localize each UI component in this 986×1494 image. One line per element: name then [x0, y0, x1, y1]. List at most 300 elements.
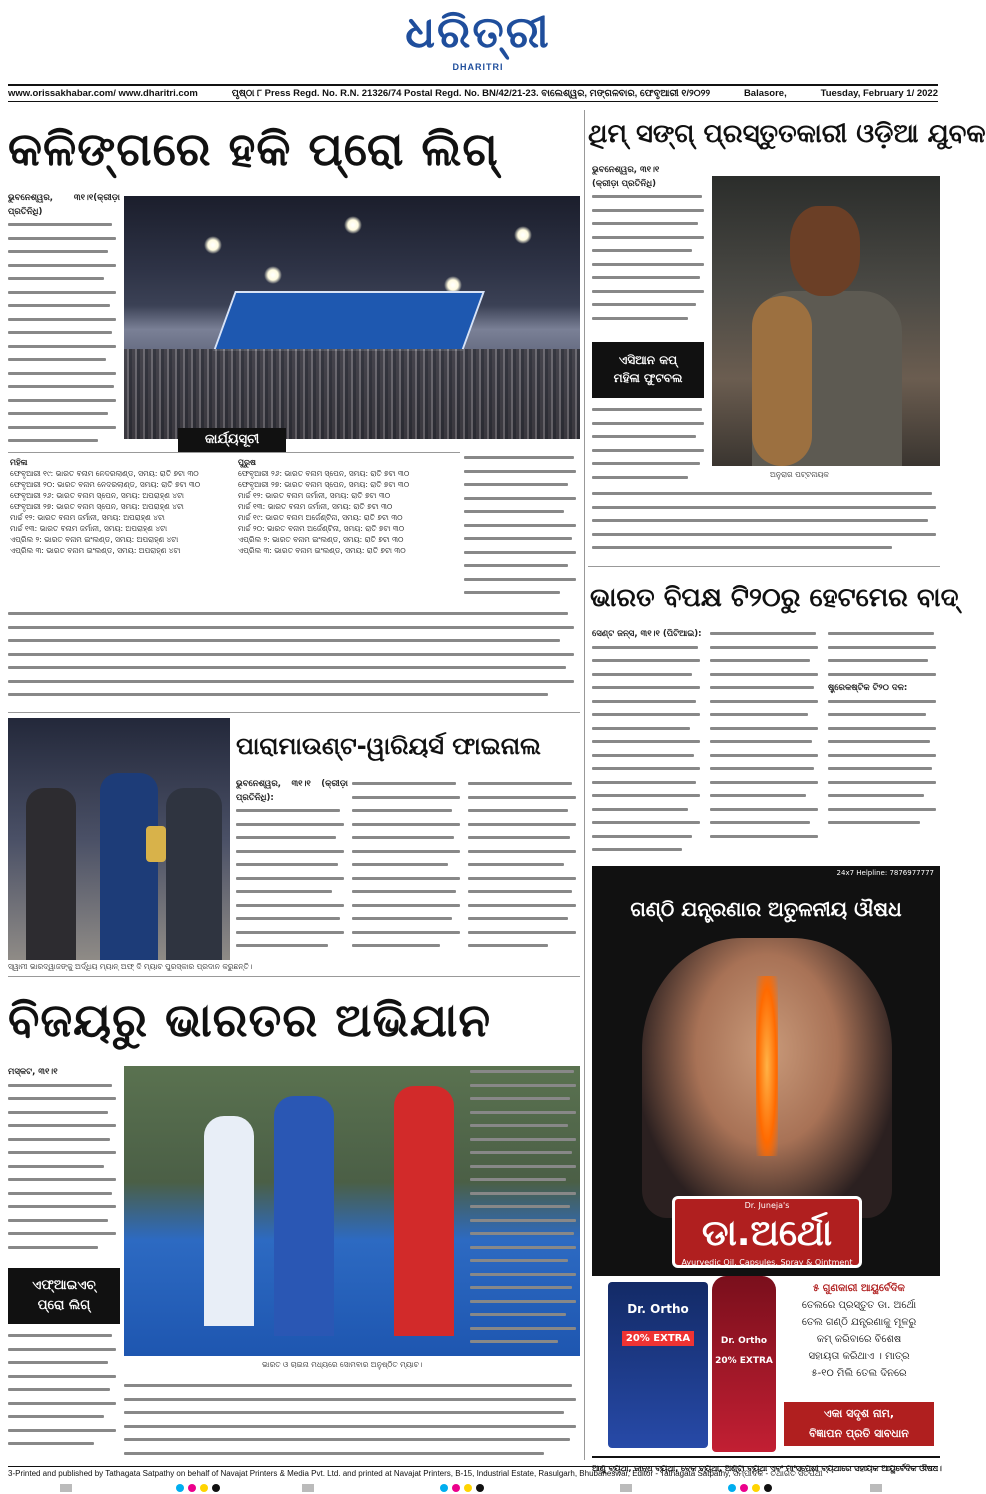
text-line [592, 404, 708, 418]
guitar [752, 296, 812, 466]
registration-bar [620, 1484, 632, 1492]
text-line [468, 832, 580, 846]
text-line [8, 300, 120, 314]
registration-dot-yellow [200, 1484, 208, 1492]
text-line [8, 1107, 120, 1121]
info-bar [8, 84, 938, 102]
text-line [8, 246, 120, 260]
logo-title: ଧରିତ୍ରୀ [405, 7, 551, 58]
text-line [710, 696, 822, 710]
schedule-men [238, 457, 460, 556]
text-line [592, 696, 704, 710]
article-hockey-bottom [8, 608, 580, 708]
text-line [124, 1407, 580, 1421]
text-line [828, 763, 940, 777]
text-line [710, 777, 822, 791]
text-line [592, 232, 708, 246]
text-line [352, 859, 464, 873]
article-theme-dateline: ଭୁବନେଶ୍ୱର, ୩୧।୧ [592, 165, 660, 175]
text-line [8, 1188, 120, 1202]
text-line [464, 587, 580, 601]
text-line [470, 1147, 580, 1161]
text-line [592, 682, 704, 696]
ad-brand-name: ଡା.ଅର୍ଥୋ [701, 1213, 833, 1254]
text-line [124, 1448, 580, 1462]
text-line [8, 1371, 120, 1385]
schedule-row: ମାର୍ଚ୍ଚ ୧୨: ଭାରତ ବନାମ ଜର୍ମାନୀ, ସମୟ: ରାତି ୭ଟା ୩୦ [238, 491, 391, 500]
article-vijay-dateline: ମସ୍କଟ, ୩୧।୧ [8, 1067, 58, 1077]
text-line [592, 299, 708, 313]
text-line [464, 466, 580, 480]
article-vijay-right [470, 1066, 580, 1356]
text-line [8, 1093, 120, 1107]
text-line [8, 408, 120, 422]
floodlight [264, 266, 282, 284]
text-line [710, 736, 822, 750]
text-line [236, 886, 348, 900]
registration-dot-cyan [176, 1484, 184, 1492]
text-line [464, 574, 580, 588]
text-line [592, 502, 940, 516]
print-registration-marks [0, 1482, 945, 1494]
text-line [592, 286, 708, 300]
registration-dot-cyan [440, 1484, 448, 1492]
schedule-row: ଫେବୃଆରୀ ୨୦: ଭାରତ ବନାମ ନେଦରଲାଣ୍ଡ, ସମୟ: ରାତି ୭ଟା ୩୦ [10, 480, 201, 489]
ad-copy [784, 1280, 934, 1382]
text-line [8, 608, 580, 622]
text-line [8, 1357, 120, 1371]
text-line [8, 1330, 120, 1344]
ad-helpline: 24x7 Helpline: 7876977777 [836, 869, 934, 877]
text-line [8, 1228, 120, 1242]
ad-cta-box [784, 1402, 934, 1446]
registration-dot-black [764, 1484, 772, 1492]
article-hetmyer-squad-label: ଷ୍ଟ୍ରେକଷ୍ଟିକ ଟି୨୦ ଦଳ: [828, 683, 908, 693]
schedule-row: ଏପ୍ରିଲ ୩: ଭାରତ ବନାମ ଇଂଲଣ୍ଡ, ସମୟ: ଅପରାହ୍ଣ ୪ଟା [10, 546, 181, 555]
product-bottle-name: Dr. Ortho [720, 1336, 768, 1346]
text-line [352, 778, 464, 792]
text-line [8, 327, 120, 341]
text-line [710, 669, 822, 683]
text-line [8, 1161, 120, 1175]
text-line [592, 259, 708, 273]
article-vijay-col1 [8, 1066, 120, 1266]
text-line [8, 1080, 120, 1094]
headline-paramount-warriors-final[interactable]: ପାରାମାଉଣ୍ଟ-ୱାରିୟର୍ସ ଫାଇନାଲ [236, 732, 541, 760]
badge-fih-line2: ପ୍ରୋ ଲିଗ୍ [37, 1298, 91, 1313]
text-line [710, 750, 822, 764]
text-line [124, 1394, 580, 1408]
text-line [8, 435, 120, 449]
registration-dot-black [212, 1484, 220, 1492]
text-line [592, 515, 940, 529]
text-line [710, 655, 822, 669]
text-line [710, 723, 822, 737]
article-hetmyer-col2 [710, 628, 822, 858]
text-line [8, 1438, 120, 1452]
badge-fih-pro-league [8, 1268, 120, 1324]
text-line [592, 709, 704, 723]
schedule-row: ମାର୍ଚ୍ଚ ୧୩: ଭାରତ ବନାମ ଜର୍ମାନୀ, ସମୟ: ରାତି ୭ଟା ୩୦ [238, 502, 393, 511]
text-line [470, 1120, 580, 1134]
text-line [592, 844, 704, 858]
text-line [592, 723, 704, 737]
text-line [592, 804, 704, 818]
schedule-row: ଏପ୍ରିଲ ୨: ଭାରତ ବନାମ ଇଂଲଣ୍ଡ, ସମୟ: ଅପରାହ୍ଣ ୪ଟା [10, 535, 179, 544]
person [100, 773, 158, 960]
divider [8, 976, 580, 977]
text-line [468, 805, 580, 819]
text-line [592, 817, 704, 831]
text-line [592, 418, 708, 432]
registration-dot-yellow [464, 1484, 472, 1492]
text-line [8, 273, 120, 287]
ad-copy-line: ତେଲରେ ପ୍ରସ୍ତୁତ ଡା. ଅର୍ଥୋ [801, 1300, 917, 1311]
schedule-row: ଫେବୃଆରୀ ୧୯: ଭାରତ ବନାମ ନେଦରଲାଣ୍ଡ, ସମୟ: ରାତି ୭ଟା ୩୦ [10, 469, 199, 478]
text-line [236, 873, 348, 887]
text-line [592, 790, 704, 804]
text-line [710, 790, 822, 804]
article-hetmyer-col3 [828, 628, 940, 858]
badge-asian-cup [592, 342, 704, 398]
schedule-row: ଏପ୍ରିଲ ୨: ଭାରତ ବନାମ ଇଂଲଣ୍ଡ, ସମୟ: ରାତି ୭ଟା ୩୦ [238, 535, 404, 544]
photo-caption-award: ସ୍ୱାମୀ ଭାରଦ୍ୱାଜଙ୍କୁ ଅର୍ଦ୍ଧିୟ ମ୍ୟାନ୍ ଅଫ୍ ଦି ମ୍ୟାଚ ପୁରସ୍କାର ପ୍ରଦାନ କରୁଛନ୍ତି। [8, 962, 253, 971]
text-line [464, 479, 580, 493]
photo-award-ceremony[interactable] [8, 718, 230, 960]
text-line [8, 1242, 120, 1256]
website-link[interactable]: www.orissakhabar.com/ www.dharitri.com [8, 88, 198, 99]
schedule-row: ଫେବୃଆରୀ ୨୬: ଭାରତ ବନାମ ସ୍ପେନ, ସମୟ: ରାତି ୭ଟା ୩୦ [238, 469, 410, 478]
text-line [592, 529, 940, 543]
text-line [464, 533, 580, 547]
text-line [592, 245, 708, 259]
text-line [8, 341, 120, 355]
text-line [468, 913, 580, 927]
text-line [592, 458, 708, 472]
text-line [8, 314, 120, 328]
article-theme-byline: (କ୍ରୀଡ଼ା ପ୍ରତିନିଧି) [592, 178, 657, 189]
ad-copy-line: ସହାୟତା କରିଥାଏ । ମାତ୍ର [808, 1351, 910, 1362]
text-line [468, 940, 580, 954]
ad-cta-line2: ବିଜ୍ଞାପନ ପ୍ରତି ସାବଧାନ [809, 1427, 909, 1440]
schedule-row: ମାର୍ଚ୍ଚ ୧୨: ଭାରତ ବନାମ ଜର୍ମାନୀ, ସମୟ: ଅପରାହ୍ଣ ୪ଟା [10, 513, 165, 522]
article-final-col3 [468, 778, 580, 966]
article-theme-body [592, 164, 708, 344]
registration-bar [870, 1484, 882, 1492]
floodlight [204, 236, 222, 254]
text-line [710, 804, 822, 818]
text-line [8, 1201, 120, 1215]
text-line [8, 662, 580, 676]
text-line [828, 817, 940, 831]
text-line [470, 1174, 580, 1188]
schedule-row: ଫେବୃଆରୀ ୨୬: ଭାରତ ବନାମ ସ୍ପେନ, ସମୟ: ଅପରାହ୍ଣ ୪ଟା [10, 491, 184, 500]
text-line [710, 763, 822, 777]
ad-brand-subtitle: Ayurvedic Oil, Capsules, Spray & Ointment [681, 1258, 853, 1267]
text-line [352, 805, 464, 819]
text-line [352, 940, 464, 954]
product-bottle [712, 1276, 776, 1452]
text-line [464, 452, 580, 466]
logo-subtitle: DHARITRI [452, 62, 504, 72]
text-line [592, 218, 708, 232]
crowd [124, 349, 580, 439]
photo-caption-match: ଭାରତ ଓ ଚାଇନା ମଧ୍ୟରେ ସୋମବାର ଅନୁଷ୍ଠିତ ମ୍ୟାଚ। [262, 1360, 423, 1369]
text-line [8, 260, 120, 274]
text-line [352, 927, 464, 941]
article-theme-bottom [592, 488, 940, 560]
text-line [8, 635, 580, 649]
text-line [8, 1384, 120, 1398]
schedule-row: ଏପ୍ରିଲ ୩: ଭାରତ ବନାମ ଇଂଲଣ୍ଡ, ସମୟ: ରାତି ୭ଟା ୩୦ [238, 546, 406, 555]
article-hetmyer-dateline: ସେଣ୍ଟ ଜନ୍ସ, ୩୧।୧ (ପିଟିଆଇ): [592, 629, 702, 639]
text-line [470, 1161, 580, 1175]
text-line [710, 628, 822, 642]
schedule-row: ଫେବୃଆରୀ ୨୭: ଭାରତ ବନାମ ସ୍ପେନ, ସମୟ: ଅପରାହ୍ଣ ୪ଟା [10, 502, 184, 511]
text-line [710, 709, 822, 723]
hockey-pitch [213, 291, 485, 351]
text-line [8, 1215, 120, 1229]
text-line [828, 750, 940, 764]
text-line [8, 1425, 120, 1439]
text-line [828, 723, 940, 737]
text-line [592, 205, 708, 219]
schedule-row: ମାର୍ଚ୍ଚ ୨୦: ଭାରତ ବନାମ ଅର୍ଜେଣ୍ଟିନା, ସମୟ: ରାତି ୭ଟା ୩୦ [238, 524, 405, 533]
text-line [124, 1380, 580, 1394]
text-line [236, 846, 348, 860]
text-line [828, 669, 940, 683]
person [26, 788, 76, 960]
text-line [710, 682, 822, 696]
text-line [8, 1411, 120, 1425]
text-line [8, 368, 120, 382]
text-line [352, 873, 464, 887]
ad-headline: ଗଣ୍ଠି ଯନ୍ତ୍ରଣାର ଅତୁଳନୀୟ ଔଷଧ [630, 897, 902, 921]
text-line [8, 689, 580, 703]
text-line [8, 381, 120, 395]
text-line [464, 520, 580, 534]
text-line [470, 1066, 580, 1080]
text-line [464, 547, 580, 561]
text-line [8, 1134, 120, 1148]
article-final-col2 [352, 778, 464, 966]
schedule-men-title: ପୁରୁଷ [238, 458, 256, 467]
person-face [790, 206, 860, 296]
text-line [468, 873, 580, 887]
text-line [828, 696, 940, 710]
text-line [468, 927, 580, 941]
text-line [710, 817, 822, 831]
text-line [470, 1228, 580, 1242]
text-line [468, 778, 580, 792]
spine-pain-icon [756, 976, 778, 1156]
text-line [352, 900, 464, 914]
registration-dot-black [476, 1484, 484, 1492]
text-line [710, 642, 822, 656]
text-line [470, 1309, 580, 1323]
headline-vijayru-bharatar-abhiyan[interactable]: ବିଜୟରୁ ଭାରତର ଅଭିଯାନ [8, 993, 492, 1047]
badge-schedule: କାର୍ଯ୍ୟସୂଚୀ [178, 428, 286, 452]
article-vijay-col1-continued [8, 1330, 120, 1460]
divider [8, 712, 580, 713]
text-line [8, 233, 120, 247]
ad-cta-line1: ଏକା ସଦୃଶ ନାମ, [823, 1407, 895, 1420]
text-line [470, 1188, 580, 1202]
article-vijay-bottom [124, 1380, 580, 1462]
text-line [352, 792, 464, 806]
text-line [592, 488, 940, 502]
newspaper-logo[interactable] [378, 4, 578, 80]
text-line [468, 886, 580, 900]
text-line [464, 493, 580, 507]
text-line [470, 1080, 580, 1094]
headline-hockey-pro-league[interactable]: କଳିଙ୍ଗରେ ହକି ପ୍ରୋ ଲିଗ୍ [8, 122, 499, 176]
schedule-table [8, 452, 460, 602]
advertisement-dr-ortho[interactable] [592, 866, 940, 1480]
divider [588, 566, 940, 567]
product-box [608, 1282, 708, 1448]
text-line [8, 622, 580, 636]
article-final-dateline: ଭୁବନେଶ୍ୱର, ୩୧।୧ (କ୍ରୀଡ଼ା ପ୍ରତିନିଧି): [236, 779, 348, 803]
text-line [592, 831, 704, 845]
text-line [236, 805, 348, 819]
schedule-women-title: ମହିଳା [10, 458, 28, 467]
text-line [470, 1093, 580, 1107]
text-line [236, 913, 348, 927]
product-box-tag: 20% EXTRA [622, 1331, 694, 1346]
text-line [236, 859, 348, 873]
text-line [592, 431, 708, 445]
text-line [468, 900, 580, 914]
schedule-row: ଫେବୃଆରୀ ୨୭: ଭାରତ ବନାମ ସ୍ପେନ, ସମୟ: ରାତି ୭ଟା ୩୦ [238, 480, 410, 489]
text-line [464, 560, 580, 574]
headline-theme-song[interactable]: ଥିମ୍ ସଙ୍ଗ୍ ପ୍ରସ୍ତୁତକାରୀ ଓଡ଼ିଆ ଯୁବକ [588, 119, 986, 149]
photo-kalinga-stadium[interactable] [124, 196, 580, 439]
text-line [468, 792, 580, 806]
ad-brand-maker: Dr. Juneja's [744, 1201, 790, 1210]
schedule-row: ମାର୍ଚ୍ଚ ୧୯: ଭାରତ ବନାମ ଅର୍ଜେଣ୍ଟିନା, ସମୟ: ରାତି ୭ଟା ୩୦ [238, 513, 403, 522]
text-line [8, 395, 120, 409]
text-line [592, 777, 704, 791]
text-line [592, 313, 708, 327]
text-line [8, 354, 120, 368]
text-line [592, 542, 940, 556]
ad-copy-line: ତେଲ ଗଣ୍ଠି ଯନ୍ତ୍ରଣାକୁ ମୂଳରୁ [801, 1317, 917, 1328]
badge-asian-cup-line2: ମହିଳା ଫୁଟବଲ [613, 371, 683, 385]
text-line [470, 1242, 580, 1256]
text-line [828, 628, 940, 642]
text-line [124, 1421, 580, 1435]
page-footer-imprint: 3-Printed and published by Tathagata Satpathy on behalf of Navajat Printers & Media Pvt. Ltd. and printed at Navajat Printers, B-15, Industrial Estate, Rasulgarh, Bhubaneswar, Editor - Tathagata Satpathy, ସମ୍ପାଦକ - ତଥାଗତ ସତପଥୀ [8, 1466, 938, 1480]
text-line [828, 736, 940, 750]
article-hockey-dateline: ଭୁବନେଶ୍ୱର, ୩୧।୧(କ୍ରୀଡ଼ା ପ୍ରତିନିଧି) [8, 193, 120, 217]
registration-bar [60, 1484, 72, 1492]
floodlight [514, 226, 532, 244]
text-line [592, 191, 708, 205]
registration-info: ପୃଷ୍ଠା ୮ Press Regd. No. R.N. 21326/74 Postal Regd. No. BN/42/21-23. ବାଲେଶ୍ୱର, ମଙ୍ଗଳବାର, ଫେବୃଆରୀ ୧/୨୦୨୨ [231, 88, 711, 99]
text-line [470, 1269, 580, 1283]
text-line [468, 819, 580, 833]
player [204, 1116, 254, 1326]
photo-anurag-pattnaik[interactable] [712, 176, 940, 466]
text-line [828, 777, 940, 791]
registration-dot-magenta [740, 1484, 748, 1492]
text-line [124, 1434, 580, 1448]
masthead [0, 0, 945, 84]
text-line [592, 642, 704, 656]
text-line [592, 272, 708, 286]
product-box-name: Dr. Ortho [627, 1302, 689, 1316]
ad-product-panel [592, 1276, 940, 1456]
text-line [8, 1147, 120, 1161]
column-divider [584, 110, 585, 1460]
text-line [470, 1201, 580, 1215]
text-line [592, 669, 704, 683]
text-line [236, 819, 348, 833]
article-hockey-continued [464, 452, 580, 604]
registration-dot-yellow [752, 1484, 760, 1492]
text-line [8, 1398, 120, 1412]
text-line [828, 709, 940, 723]
text-line [236, 927, 348, 941]
schedule-women [10, 457, 232, 556]
player [394, 1086, 454, 1336]
badge-asian-cup-line1: ଏସିଆନ କପ୍ [618, 353, 678, 367]
text-line [8, 649, 580, 663]
registration-dot-cyan [728, 1484, 736, 1492]
edition-city: Balasore, [743, 88, 787, 99]
text-line [592, 736, 704, 750]
ad-copy-line: ୫-୧୦ ମିଲି ତେଲ ଦିନରେ [811, 1368, 907, 1379]
player [274, 1096, 334, 1336]
text-line [592, 445, 708, 459]
badge-fih-line1: ଏଫ୍ଆଇଏଚ୍ [32, 1278, 96, 1293]
text-line [8, 422, 120, 436]
headline-hetmyer[interactable]: ଭାରତ ବିପକ୍ଷ ଟି୨୦ରୁ ହେଟମେର ବାଦ୍ [590, 583, 959, 613]
product-bottle-tag: 20% EXTRA [715, 1356, 773, 1366]
text-line [828, 642, 940, 656]
schedule-row: ମାର୍ଚ୍ଚ ୧୩: ଭାରତ ବନାମ ଜର୍ମାନୀ, ସମୟ: ଅପରାହ୍ଣ ୪ଟା [10, 524, 168, 533]
text-line [8, 287, 120, 301]
text-line [236, 900, 348, 914]
article-theme-continued [592, 404, 708, 486]
registration-dot-magenta [188, 1484, 196, 1492]
text-line [828, 655, 940, 669]
text-line [8, 219, 120, 233]
registration-dot-magenta [452, 1484, 460, 1492]
article-final-col1 [236, 778, 348, 966]
ad-copy-line: କମ୍ କରିବାରେ ବିଶେଷ [816, 1334, 902, 1345]
person [166, 788, 222, 960]
text-line [828, 790, 940, 804]
text-line [592, 655, 704, 669]
text-line [352, 913, 464, 927]
issue-date: Tuesday, February 1/ 2022 [820, 88, 938, 99]
ad-copy-line: ୫ ଗୁଣକାରୀ ଆୟୁର୍ବେଦିକ [813, 1283, 905, 1294]
article-hetmyer-col1 [592, 628, 704, 858]
text-line [470, 1107, 580, 1121]
text-line [470, 1215, 580, 1229]
text-line [8, 1174, 120, 1188]
text-line [352, 819, 464, 833]
ad-brand-box [672, 1196, 862, 1268]
text-line [8, 676, 580, 690]
text-line [468, 859, 580, 873]
registration-bar [302, 1484, 314, 1492]
text-line [470, 1323, 580, 1337]
text-line [8, 1120, 120, 1134]
text-line [236, 832, 348, 846]
